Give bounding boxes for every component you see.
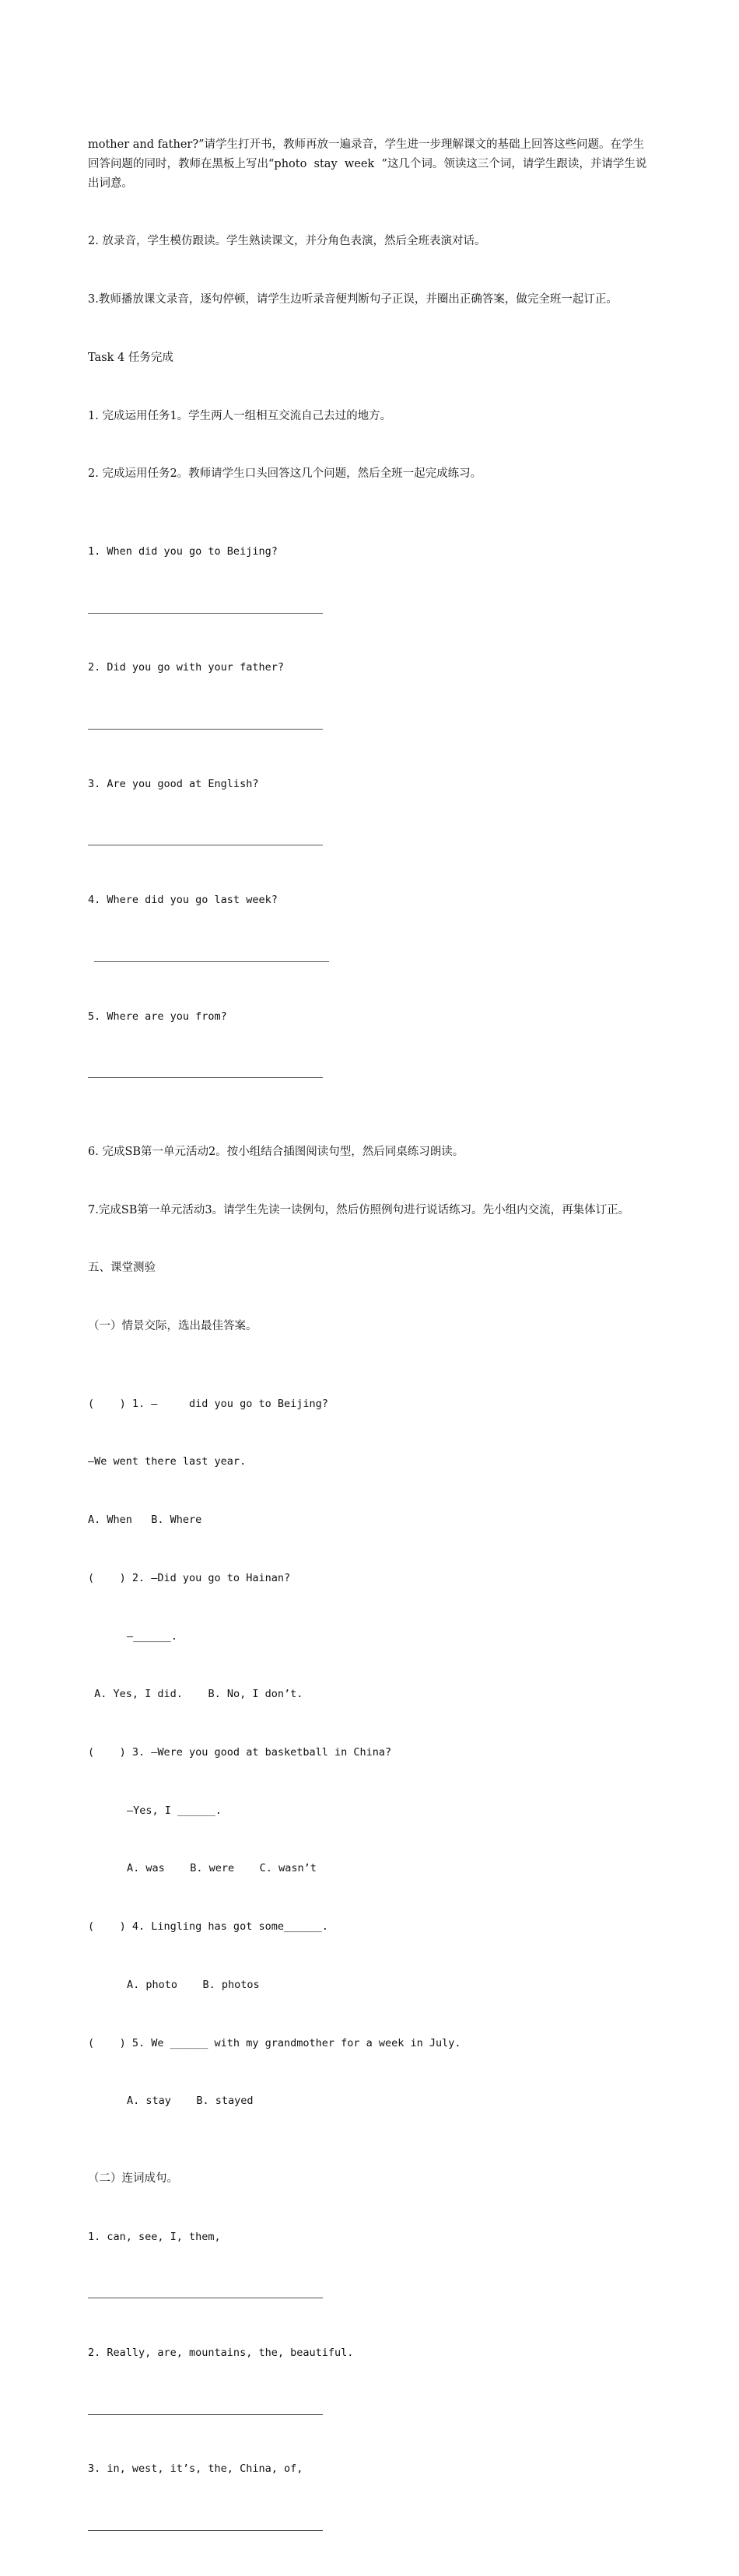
quiz-item-3-reply: —Yes, I ______. [127,1804,222,1817]
quiz-item-1-options: A. When B. Where [88,1514,202,1527]
quiz-part-2-heading: （二）连词成句。 [88,2172,178,2185]
quiz-item-3-options: A. was B. were C. wasn’t [127,1862,317,1875]
answer-line-1[interactable] [88,600,652,620]
question-3: 3. Are you good at English? [88,777,259,790]
quiz-item-4: ( ) 4. Lingling has got some______. [88,1920,328,1934]
paragraph-intro: mother and father?”请学生打开书，教师再放一遍录音，学生进一步理解课文的基础上回答这些问题。在学生回答问题的同时，教师在黑板上写出“photo stay week ”这几个词。领读这三个词，请学生跟读，并请学生说出词意。 [88,138,647,190]
answer-line-4[interactable] [88,949,652,968]
quiz-item-1: ( ) 1. — did you go to Beijing? [88,1397,328,1410]
answer-line-2[interactable] [88,716,652,736]
sentence-item-2: 2. Really, are, mountains, the, beautiful. [88,2347,354,2360]
question-1: 1. When did you go to Beijing? [88,544,278,558]
question-2: 2. Did you go with your father? [88,661,284,674]
answer-line-5[interactable] [88,1065,652,1084]
sentence-answer-line-2[interactable] [88,2402,652,2421]
quiz-item-2-reply: —______. [127,1629,178,1643]
quiz-item-3: ( ) 3. —Were you good at basketball in China? [88,1745,392,1759]
sentence-item-3: 3. in, west, it’s, the, China, of, [88,2462,303,2476]
activity-6: 6. 完成SB第一单元活动2。按小组结合插图阅读句型，然后同桌练习朗读。 [88,1145,464,1158]
quiz-item-5-options: A. stay B. stayed [127,2095,254,2108]
paragraph-step-3: 3.教师播放课文录音，逐句停顿，请学生边听录音便判断句子正误，并圈出正确答案，做完全班一起订正。 [88,293,618,306]
quiz-item-5: ( ) 5. We ______ with my grandmother for a week in July. [88,2036,461,2049]
task-item-1: 1. 完成运用任务1。学生两人一组相互交流自己去过的地方。 [88,409,392,422]
activity-7: 7.完成SB第一单元活动3。请学生先读一读例句，然后仿照例句进行说话练习。先小组内交流，再集体订正。 [88,1203,630,1216]
quiz-item-1-reply: —We went there last year. [88,1455,247,1468]
task-item-2: 2. 完成运用任务2。教师请学生口头回答这几个问题，然后全班一起完成练习。 [88,467,482,481]
section-5-heading: 五、课堂测验 [88,1262,156,1275]
sentence-answer-line-1[interactable] [88,2285,652,2305]
quiz-item-2-options: A. Yes, I did. B. No, I don’t. [88,1688,303,1701]
sentence-answer-line-3[interactable] [88,2518,652,2537]
paragraph-step-2: 2. 放录音，学生模仿跟读。学生熟读课文，并分角色表演，然后全班表演对话。 [88,235,486,248]
quiz-part-1-heading: （一）情景交际，选出最佳答案。 [88,1320,257,1333]
task-4-heading: Task 4 任务完成 [88,351,173,364]
quiz-item-2: ( ) 2. —Did you go to Hainan? [88,1571,291,1584]
sentence-item-1: 1. can, see, I, them, [88,2230,221,2243]
quiz-item-4-options: A. photo B. photos [127,1978,260,1991]
question-5: 5. Where are you from? [88,1010,227,1023]
answer-line-3[interactable] [88,832,652,852]
lesson-content [88,96,652,2576]
question-4: 4. Where did you go last week? [88,894,278,907]
